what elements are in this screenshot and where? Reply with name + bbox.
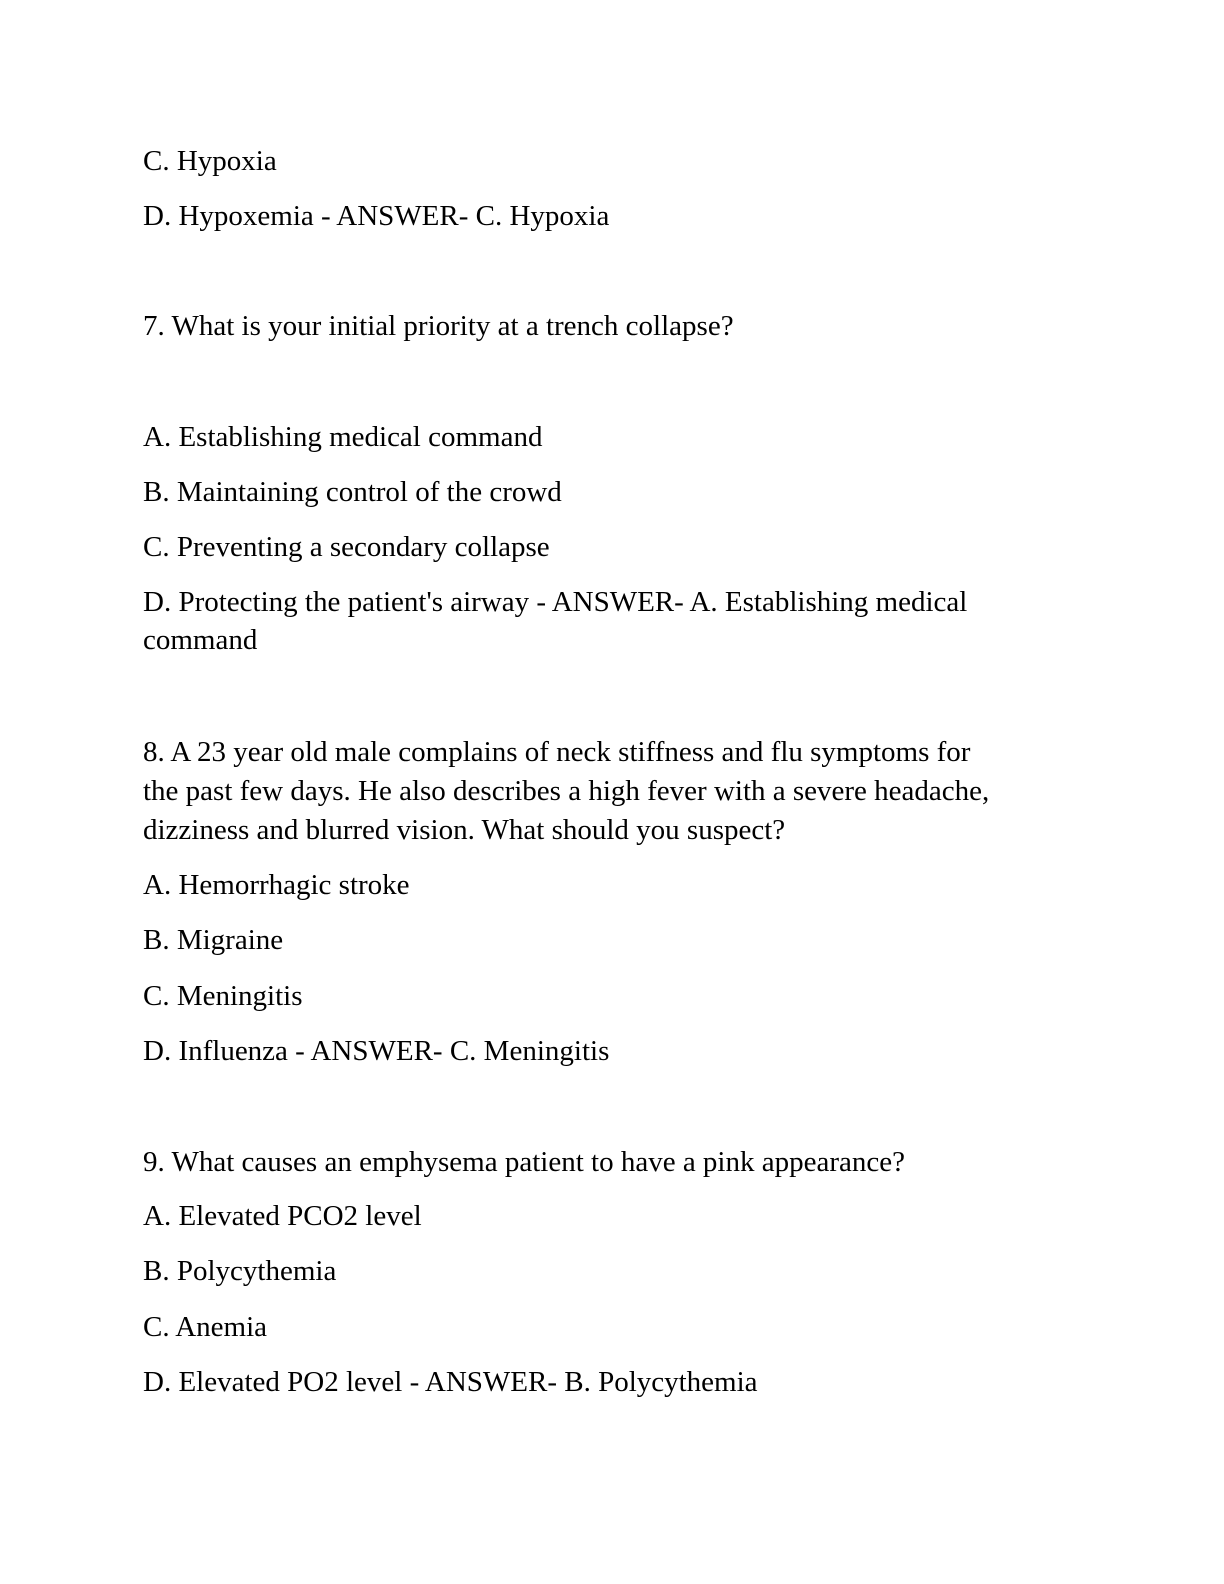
q9-option-b: B. Polycythemia	[143, 1255, 337, 1287]
q6-option-c: C. Hypoxia	[143, 145, 277, 177]
q8-option-c: C. Meningitis	[143, 980, 303, 1012]
q9-option-a: A. Elevated PCO2 level	[143, 1200, 422, 1232]
q8-option-b: B. Migraine	[143, 924, 284, 956]
q7-option-a: A. Establishing medical command	[143, 421, 543, 453]
q9-option-c: C. Anemia	[143, 1311, 268, 1343]
q9-option-d-answer: D. Elevated PO2 level - ANSWER- B. Polycythemia	[143, 1366, 758, 1398]
q8-question-line3: dizziness and blurred vision. What should you suspect?	[143, 814, 786, 846]
q7-option-c: C. Preventing a secondary collapse	[143, 531, 550, 563]
q7-option-d-answer-line2: command	[143, 624, 258, 656]
q8-question-line1: 8. A 23 year old male complains of neck stiffness and flu symptoms for	[143, 736, 971, 768]
q9-question: 9. What causes an emphysema patient to have a pink appearance?	[143, 1146, 906, 1178]
q8-question-line2: the past few days. He also describes a high fever with a severe headache,	[143, 775, 990, 807]
q6-option-d-answer: D. Hypoxemia - ANSWER- C. Hypoxia	[143, 200, 610, 232]
q7-question: 7. What is your initial priority at a trench collapse?	[143, 310, 734, 342]
q8-option-a: A. Hemorrhagic stroke	[143, 869, 410, 901]
q8-option-d-answer: D. Influenza - ANSWER- C. Meningitis	[143, 1035, 610, 1067]
q7-option-d-answer-line1: D. Protecting the patient's airway - ANSWER- A. Establishing medical	[143, 586, 968, 618]
q7-option-b: B. Maintaining control of the crowd	[143, 476, 562, 508]
